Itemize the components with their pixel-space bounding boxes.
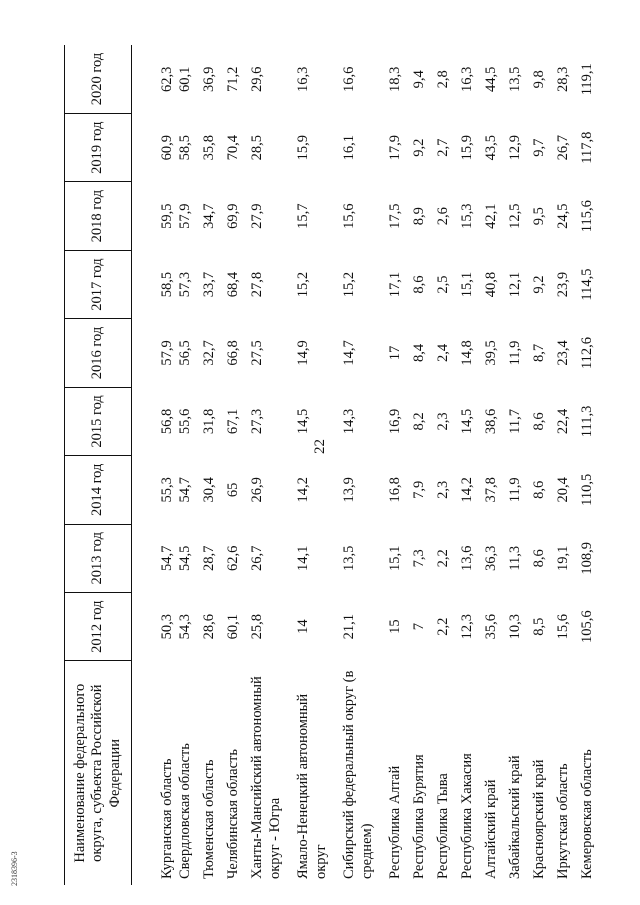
column-header-year: 2020 год: [65, 45, 132, 114]
value-cell: 13,6: [459, 545, 476, 571]
column-header-year: 2019 год: [65, 114, 132, 182]
region-name-cell: Кемеровская область: [579, 749, 596, 879]
table-row: [340, 45, 386, 885]
table-row: [294, 45, 340, 885]
value-cell: 9,7: [531, 138, 548, 157]
region-name-cell: Ханты-Мансийский автономный округ - Югра: [249, 676, 284, 879]
table-row: [482, 45, 506, 885]
value-cell: 27,5: [249, 340, 266, 366]
value-cell: 7,9: [411, 480, 428, 499]
value-cell: 2,8: [435, 70, 452, 89]
value-cell: 10,3: [507, 613, 524, 640]
value-cell: 12,9: [507, 135, 524, 161]
region-name-cell: Иркутская область: [555, 763, 572, 879]
value-cell: 8,9: [411, 207, 428, 226]
table-row: [578, 45, 602, 885]
value-cell: 54,7: [177, 477, 194, 503]
value-cell: 14,2: [295, 477, 312, 503]
value-cell: 70,4: [225, 135, 242, 161]
value-cell: 32,7: [201, 340, 218, 366]
value-cell: 27,3: [249, 408, 266, 435]
value-cell: 16,6: [341, 66, 358, 92]
value-cell: 11,9: [507, 477, 524, 503]
value-cell: 40,8: [483, 271, 500, 298]
value-cell: 112,6: [579, 336, 596, 370]
value-cell: 36,9: [201, 66, 218, 92]
value-cell: 50,3: [159, 613, 175, 640]
value-cell: 15,3: [459, 203, 476, 229]
value-cell: 15,2: [295, 271, 312, 298]
value-cell: 62,3: [159, 66, 175, 92]
value-cell: 60,1: [225, 613, 242, 640]
value-cell: 15,9: [459, 135, 476, 161]
value-cell: 9,2: [531, 275, 548, 294]
value-cell: 8,6: [411, 275, 428, 294]
value-cell: 14,2: [459, 477, 476, 503]
page-number-text: 22: [311, 439, 328, 454]
value-cell: 16,8: [387, 477, 404, 503]
value-cell: 25,8: [249, 613, 266, 640]
value-cell: 30,4: [201, 477, 218, 503]
value-cell: 26,7: [555, 135, 572, 161]
value-cell: 35,6: [483, 613, 500, 640]
value-cell: 16,3: [295, 66, 312, 92]
value-cell: 31,8: [201, 408, 218, 435]
column-header-year: 2015 год: [65, 387, 132, 455]
statistics-table-container: [64, 45, 596, 885]
value-cell: 67,1: [225, 408, 242, 435]
value-cell: 8,5: [531, 617, 548, 636]
value-cell: 9,8: [531, 70, 548, 89]
value-cell: 17: [387, 345, 404, 361]
value-cell: 54,5: [177, 545, 194, 571]
value-cell: 114,5: [579, 268, 596, 301]
value-cell: 105,6: [579, 610, 596, 643]
table-row: [434, 45, 458, 885]
value-cell: 28,3: [555, 66, 572, 92]
value-cell: 21,1: [341, 613, 358, 640]
table-row: [506, 45, 530, 885]
table-body: [132, 45, 603, 885]
value-cell: 15: [387, 619, 404, 634]
value-cell: 2,3: [435, 412, 452, 431]
value-cell: 57,9: [177, 203, 194, 229]
value-cell: 2,7: [435, 138, 452, 157]
value-cell: 16,3: [459, 66, 476, 92]
region-name-cell: Забайкальский край: [507, 755, 524, 879]
table-row: [410, 45, 434, 885]
value-cell: 27,9: [249, 203, 266, 229]
value-cell: 2,6: [435, 207, 452, 226]
value-cell: 23,9: [555, 271, 572, 298]
value-cell: 43,5: [483, 135, 500, 161]
value-cell: 56,8: [159, 408, 175, 435]
value-cell: 14,5: [459, 408, 476, 435]
value-cell: 28,7: [201, 545, 218, 571]
value-cell: 23,4: [555, 340, 572, 366]
value-cell: 9,5: [531, 207, 548, 226]
value-cell: 54,3: [177, 613, 194, 640]
value-cell: 12,3: [459, 613, 476, 640]
value-cell: 35,8: [201, 135, 218, 161]
value-cell: 26,7: [249, 545, 266, 571]
value-cell: 39,5: [483, 340, 500, 366]
value-cell: 54,7: [159, 545, 175, 571]
region-name-cell: Курганская область: [159, 758, 175, 879]
value-cell: 12,1: [507, 271, 524, 298]
value-cell: 11,9: [507, 340, 524, 366]
value-cell: 36,3: [483, 545, 500, 571]
column-header-name: Наименование федерального округа, субъекта Российской Федерации: [65, 661, 132, 885]
region-name-cell: Республика Тыва: [435, 773, 452, 879]
value-cell: 22,4: [555, 408, 572, 435]
value-cell: 34,7: [201, 203, 218, 229]
value-cell: 14,9: [295, 340, 312, 366]
value-cell: 38,6: [483, 408, 500, 435]
value-cell: 13,9: [341, 477, 358, 503]
table-row: [530, 45, 554, 885]
region-name-cell: Ямало-Ненецкий автономный округ: [295, 693, 330, 879]
region-name-cell: Свердловская область: [177, 743, 194, 879]
value-cell: 117,8: [579, 131, 596, 164]
region-name-cell: Алтайский край: [483, 779, 500, 879]
region-name-cell: Республика Алтай: [387, 765, 404, 879]
value-cell: 9,4: [411, 70, 428, 89]
value-cell: 14: [295, 619, 312, 634]
value-cell: 119,1: [579, 63, 596, 96]
value-cell: 8,6: [531, 412, 548, 431]
value-cell: 15,6: [555, 613, 572, 640]
value-cell: 59,5: [159, 203, 175, 229]
value-cell: 2,5: [435, 275, 452, 294]
value-cell: 26,9: [249, 477, 266, 503]
value-cell: 12,5: [507, 203, 524, 229]
value-cell: 68,4: [225, 271, 242, 298]
value-cell: 110,5: [579, 473, 596, 506]
table-row: [458, 45, 482, 885]
value-cell: 13,5: [341, 545, 358, 571]
column-header-year: 2017 год: [65, 250, 132, 318]
value-cell: 14,7: [341, 340, 358, 366]
document-code: 2318396-3: [10, 851, 19, 886]
value-cell: 71,2: [225, 66, 242, 92]
table-row: [200, 45, 224, 885]
value-cell: 8,2: [411, 412, 428, 431]
region-name-cell: Республика Бурятия: [411, 754, 428, 879]
value-cell: 66,8: [225, 340, 242, 366]
value-cell: 58,5: [159, 271, 175, 298]
value-cell: 19,1: [555, 545, 572, 571]
value-cell: 108,9: [579, 541, 596, 575]
value-cell: 8,6: [531, 480, 548, 499]
value-cell: 2,3: [435, 480, 452, 499]
value-cell: 15,1: [459, 271, 476, 298]
value-cell: 8,4: [411, 343, 428, 363]
value-cell: 20,4: [555, 477, 572, 503]
value-cell: 16,1: [341, 135, 358, 161]
value-cell: 7: [411, 623, 428, 631]
value-cell: 15,2: [341, 271, 358, 298]
value-cell: 62,6: [225, 545, 242, 571]
value-cell: 13,5: [507, 66, 524, 92]
value-cell: 14,8: [459, 340, 476, 366]
column-header-year: 2012 год: [65, 592, 132, 660]
table-row: [224, 45, 248, 885]
value-cell: 15,9: [295, 135, 312, 161]
value-cell: 14,3: [341, 408, 358, 435]
value-cell: 2,2: [435, 617, 452, 636]
value-cell: 17,9: [387, 135, 404, 161]
value-cell: 56,5: [177, 340, 194, 366]
value-cell: 55,3: [159, 477, 175, 503]
table-row: [386, 45, 410, 885]
region-name-cell: Красноярский край: [531, 759, 548, 879]
value-cell: 28,5: [249, 135, 266, 161]
region-name-cell: Тюменская область: [201, 759, 218, 879]
value-cell: 58,5: [177, 135, 194, 161]
value-cell: 9,2: [411, 138, 428, 157]
table-row: [554, 45, 578, 885]
value-cell: 2,4: [435, 343, 452, 363]
column-header-year: 2014 год: [65, 456, 132, 524]
value-cell: 17,1: [387, 271, 404, 298]
value-cell: 37,8: [483, 477, 500, 503]
value-cell: 7,3: [411, 549, 428, 568]
value-cell: 11,3: [507, 545, 524, 571]
value-cell: 15,1: [387, 545, 404, 571]
value-cell: 17,5: [387, 203, 404, 229]
value-cell: 15,6: [341, 203, 358, 229]
table-row: [132, 45, 177, 885]
table-row: [176, 45, 200, 885]
value-cell: 27,8: [249, 271, 266, 298]
value-cell: 44,5: [483, 66, 500, 92]
value-cell: 69,9: [225, 203, 242, 229]
value-cell: 15,7: [295, 203, 312, 229]
value-cell: 57,9: [159, 340, 175, 366]
region-name-cell: Республика Хакасия: [459, 753, 476, 879]
value-cell: 60,9: [159, 135, 175, 161]
value-cell: 28,6: [201, 613, 218, 640]
region-name-cell: Челябинская область: [225, 749, 242, 879]
table-row: [248, 45, 294, 885]
value-cell: 42,1: [483, 203, 500, 229]
value-cell: 8,7: [531, 343, 548, 363]
value-cell: 55,6: [177, 408, 194, 435]
value-cell: 14,5: [295, 408, 312, 435]
column-header-year: 2016 год: [65, 319, 132, 387]
value-cell: 33,7: [201, 271, 218, 298]
value-cell: 18,3: [387, 66, 404, 92]
region-name-cell: Сибирский федеральный округ (в среднем): [341, 670, 376, 879]
value-cell: 14,1: [295, 545, 312, 571]
value-cell: 60,1: [177, 66, 194, 92]
value-cell: 115,6: [579, 200, 596, 233]
value-cell: 11,7: [507, 408, 524, 434]
value-cell: 65: [225, 482, 242, 498]
value-cell: 8,6: [531, 549, 548, 568]
statistics-table: [64, 45, 602, 885]
value-cell: 2,2: [435, 549, 452, 568]
table-header: [65, 45, 132, 885]
value-cell: 29,6: [249, 66, 266, 92]
value-cell: 24,5: [555, 203, 572, 229]
column-header-year: 2013 год: [65, 524, 132, 592]
value-cell: 57,3: [177, 271, 194, 298]
column-header-year: 2018 год: [65, 182, 132, 250]
value-cell: 16,9: [387, 408, 404, 435]
value-cell: 111,3: [579, 405, 596, 438]
